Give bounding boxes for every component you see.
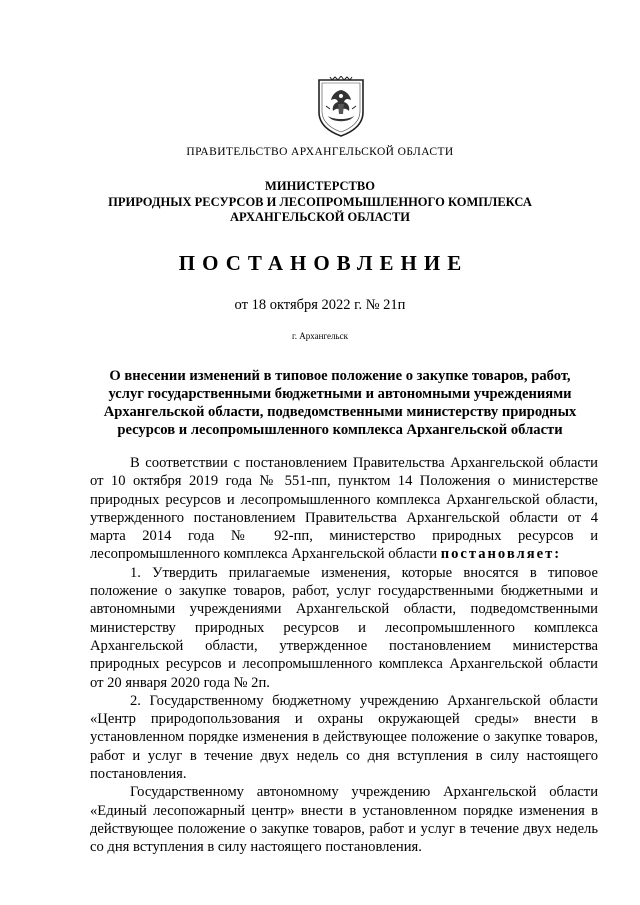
item-3-paragraph: Государственному автономному учреждению Архангельской области «Единый лесопожарный центр» внести в установленном порядке изменения в действующее положение о закупке товаров, работ и услуг в течение двух недель со дня вступления в силу настоящего постановления.	[90, 784, 598, 856]
document-city: г. Архангельск	[292, 331, 348, 341]
ministry-line: ПРИРОДНЫХ РЕСУРСОВ И ЛЕСОПРОМЫШЛЕННОГО КОМПЛЕКСА	[108, 194, 532, 209]
document-title	[84, 367, 596, 439]
coat-of-arms-icon	[316, 76, 366, 138]
government-name: ПРАВИТЕЛЬСТВО АРХАНГЕЛЬСКОЙ ОБЛАСТИ	[186, 146, 454, 158]
decree-word: постановляет:	[440, 546, 562, 563]
ministry-line: МИНИСТЕРСТВО	[265, 179, 375, 193]
title-line: О внесении изменений в типовое положение о закупке товаров, работ,	[109, 368, 571, 384]
preamble-text: В соответствии с постановлением Правительства Архангельской области от 10 октября 2019 года № 551-пп, пунктом 14 Положения о министерстве природных ресурсов и лесопромышленного комплекса Архангельской области, утвержденного постановлением Правительства Архангельской области от 4 марта 2014 года № 92-пп, министерство природных ресурсов и лесопромышленного комплекса Архангельской области	[90, 455, 598, 563]
document-body	[90, 454, 598, 857]
title-line: ресурсов и лесопромышленного комплекса Архангельской области	[117, 422, 563, 438]
title-line: услуг государственными бюджетными и автономными учреждениями	[108, 386, 572, 402]
document-type: ПОСТАНОВЛЕНИЕ	[178, 251, 469, 275]
item-1-paragraph: 1. Утвердить прилагаемые изменения, которые вносятся в типовое положение о закупке товаров, работ, услуг государственными бюджетными и автономными учреждениями Архангельской области, подведомственными министерству природных ресурсов и лесопромышленного комплекса Архангельской области, утвержденное постановлением министерства природных ресурсов и лесопромышленного комплекса Архангельской области от 20 января 2020 года № 2п.	[90, 564, 598, 691]
document-date-number: от 18 октября 2022 г. № 21п	[234, 297, 406, 313]
ministry-line: АРХАНГЕЛЬСКОЙ ОБЛАСТИ	[230, 210, 410, 224]
ministry-name	[40, 179, 600, 226]
title-line: Архангельской области, подведомственными министерству природных	[103, 404, 577, 420]
item-2-paragraph: 2. Государственному бюджетному учреждению Архангельской области «Центр природопользования и охраны окружающей среды» внести в установленном порядке изменения в действующее положение о закупке товаров, работ и услуг в течение двух недель со дня вступления в силу настоящего постановления.	[90, 692, 598, 783]
preamble-paragraph	[90, 454, 598, 564]
